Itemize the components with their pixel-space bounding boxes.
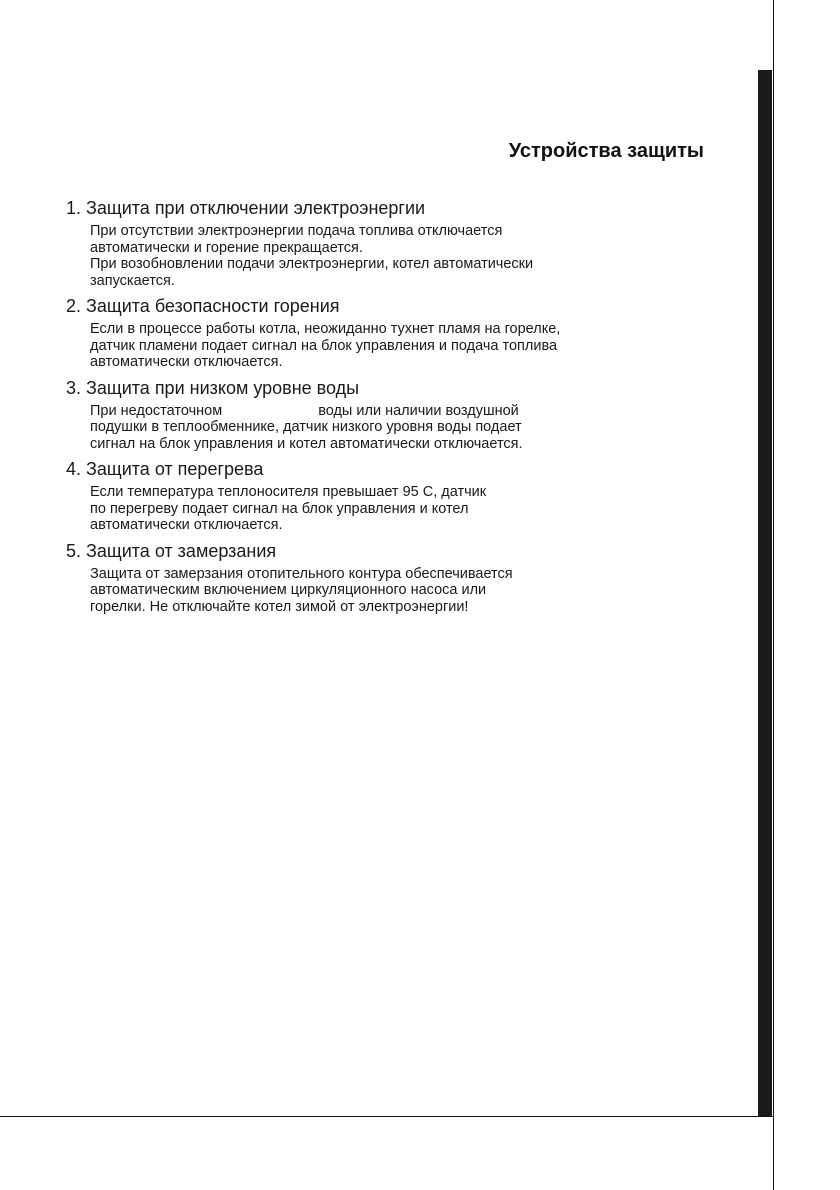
body-line: автоматически отключается. xyxy=(90,354,283,370)
body-line: Защита от замерзания отопительного контура обеспечивается xyxy=(90,565,513,582)
section-body xyxy=(90,484,706,534)
section-heading: 3. Защита при низком уровне воды xyxy=(66,377,360,398)
body-line-start: При недостаточном xyxy=(90,402,223,419)
body-line: автоматически отключается. xyxy=(90,517,283,533)
body-line: запускается. xyxy=(90,272,175,289)
side-tab-bar xyxy=(758,70,772,1116)
body-line: подушки в теплообменнике, датчик низкого уровня воды подает xyxy=(90,419,522,435)
body-line: автоматически и горение прекращается. xyxy=(90,239,363,256)
body-line: автоматическим включением циркуляционного насоса или xyxy=(90,582,487,598)
body-line: по перегреву подает сигнал на блок управления и котел xyxy=(90,500,469,517)
section-combustion-safety xyxy=(66,295,706,371)
body-line: При возобновлении подачи электроэнергии, котел автоматически xyxy=(90,256,534,272)
protection-sections xyxy=(66,197,706,621)
body-line: датчик пламени подает сигнал на блок управления и подача топлива xyxy=(90,337,558,354)
section-heading: 5. Защита от замерзания xyxy=(66,540,277,561)
section-body xyxy=(90,223,706,289)
section-heading: 1. Защита при отключении электроэнергии xyxy=(66,198,426,218)
section-overheat xyxy=(66,458,706,534)
page-edge-line xyxy=(773,0,774,1190)
section-body xyxy=(90,403,706,453)
section-power-outage xyxy=(66,197,706,289)
section-heading: 4. Защита от перегрева xyxy=(66,459,264,479)
page-title: Устройства защиты xyxy=(508,140,704,162)
section-low-water xyxy=(66,377,706,453)
body-line: Если температура теплоносителя превышает 95 С, датчик xyxy=(90,484,487,500)
footer-rule xyxy=(0,1116,774,1117)
section-freeze-protection xyxy=(66,540,706,616)
section-heading: 2. Защита безопасности горения xyxy=(66,296,340,316)
body-line: Если в процессе работы котла, неожиданно тухнет пламя на горелке, xyxy=(90,321,561,337)
section-body xyxy=(90,321,706,371)
body-line: горелки. Не отключайте котел зимой от электроэнергии! xyxy=(90,598,469,615)
body-line: При отсутствии электроэнергии подача топлива отключается xyxy=(90,223,503,239)
body-line: сигнал на блок управления и котел автоматически отключается. xyxy=(90,435,523,452)
body-line xyxy=(90,403,706,420)
body-line-end: воды или наличии воздушной xyxy=(318,402,519,419)
section-body xyxy=(90,566,706,616)
